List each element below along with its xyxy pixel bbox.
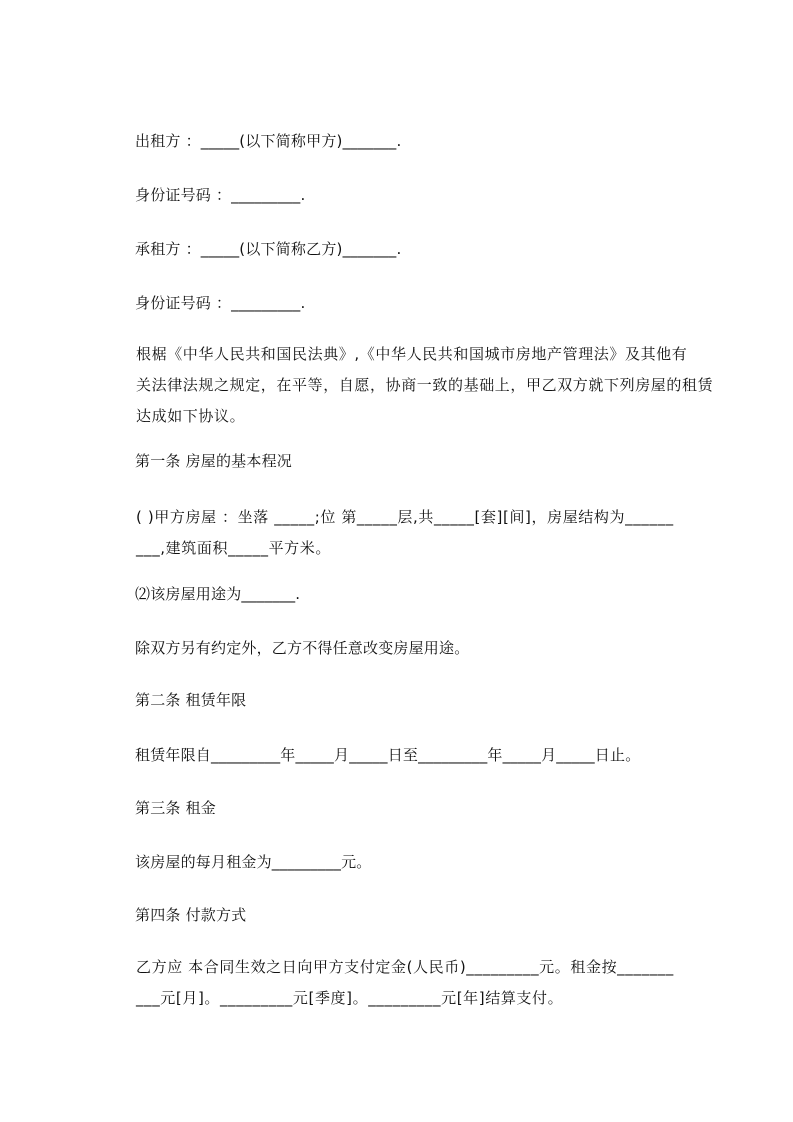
article-4-p1-line-1: 乙方应 本合同生效之日向甲方支付定金(人民币)_________元。租金按_______ — [136, 958, 674, 976]
article-1-title: 第一条 房屋的基本程况 — [135, 452, 292, 470]
article-3-paragraph: 该房屋的每月租金为_________元。 — [135, 853, 372, 871]
lessor-id-line: 身份证号码 ：_________. — [135, 186, 306, 204]
article-4-p1-line-2: ___元[月]。_________元[季度]。_________元[年]结算支付。 — [136, 989, 564, 1007]
article-2-paragraph: 租赁年限自_________年_____月_____日至_________年_____月_____日止。 — [135, 746, 641, 764]
lessor-line: 出租方 ：_____(以下简称甲方)_______. — [135, 132, 402, 150]
preamble-line-2: 关法律法规之规定，在平等，自愿，协商一致的基础上，甲乙双方就下列房屋的租赁 — [136, 376, 714, 394]
article-1-p1-line-1: ( )甲方房屋 ：坐落 _____;位 第_____层,共_____[套][间]，房屋结构为______ — [136, 508, 674, 526]
article-4-title: 第四条 付款方式 — [135, 906, 247, 924]
article-4-paragraph — [136, 952, 706, 1014]
article-1-paragraph-2: ⑵该房屋用途为_______. — [135, 585, 301, 603]
preamble-line-3: 达成如下协议。 — [136, 407, 246, 425]
preamble-line-1: 根椐《中华人民共和国民法典》,《中华人民共和国城市房地产管理法》及其他有 — [136, 345, 688, 363]
preamble-paragraph — [136, 339, 714, 432]
lessee-line: 承租方 ：_____(以下简称乙方)_______. — [135, 240, 402, 258]
article-2-title: 第二条 租赁年限 — [135, 691, 247, 709]
article-3-title: 第三条 租金 — [135, 799, 216, 817]
lessee-id-line: 身份证号码 ：_________. — [135, 294, 306, 312]
article-1-paragraph-1 — [136, 502, 706, 564]
article-1-paragraph-3: 除双方另有约定外，乙方不得任意改变房屋用途。 — [135, 639, 470, 657]
article-1-p1-line-2: ___,建筑面积_____平方米。 — [136, 539, 331, 557]
